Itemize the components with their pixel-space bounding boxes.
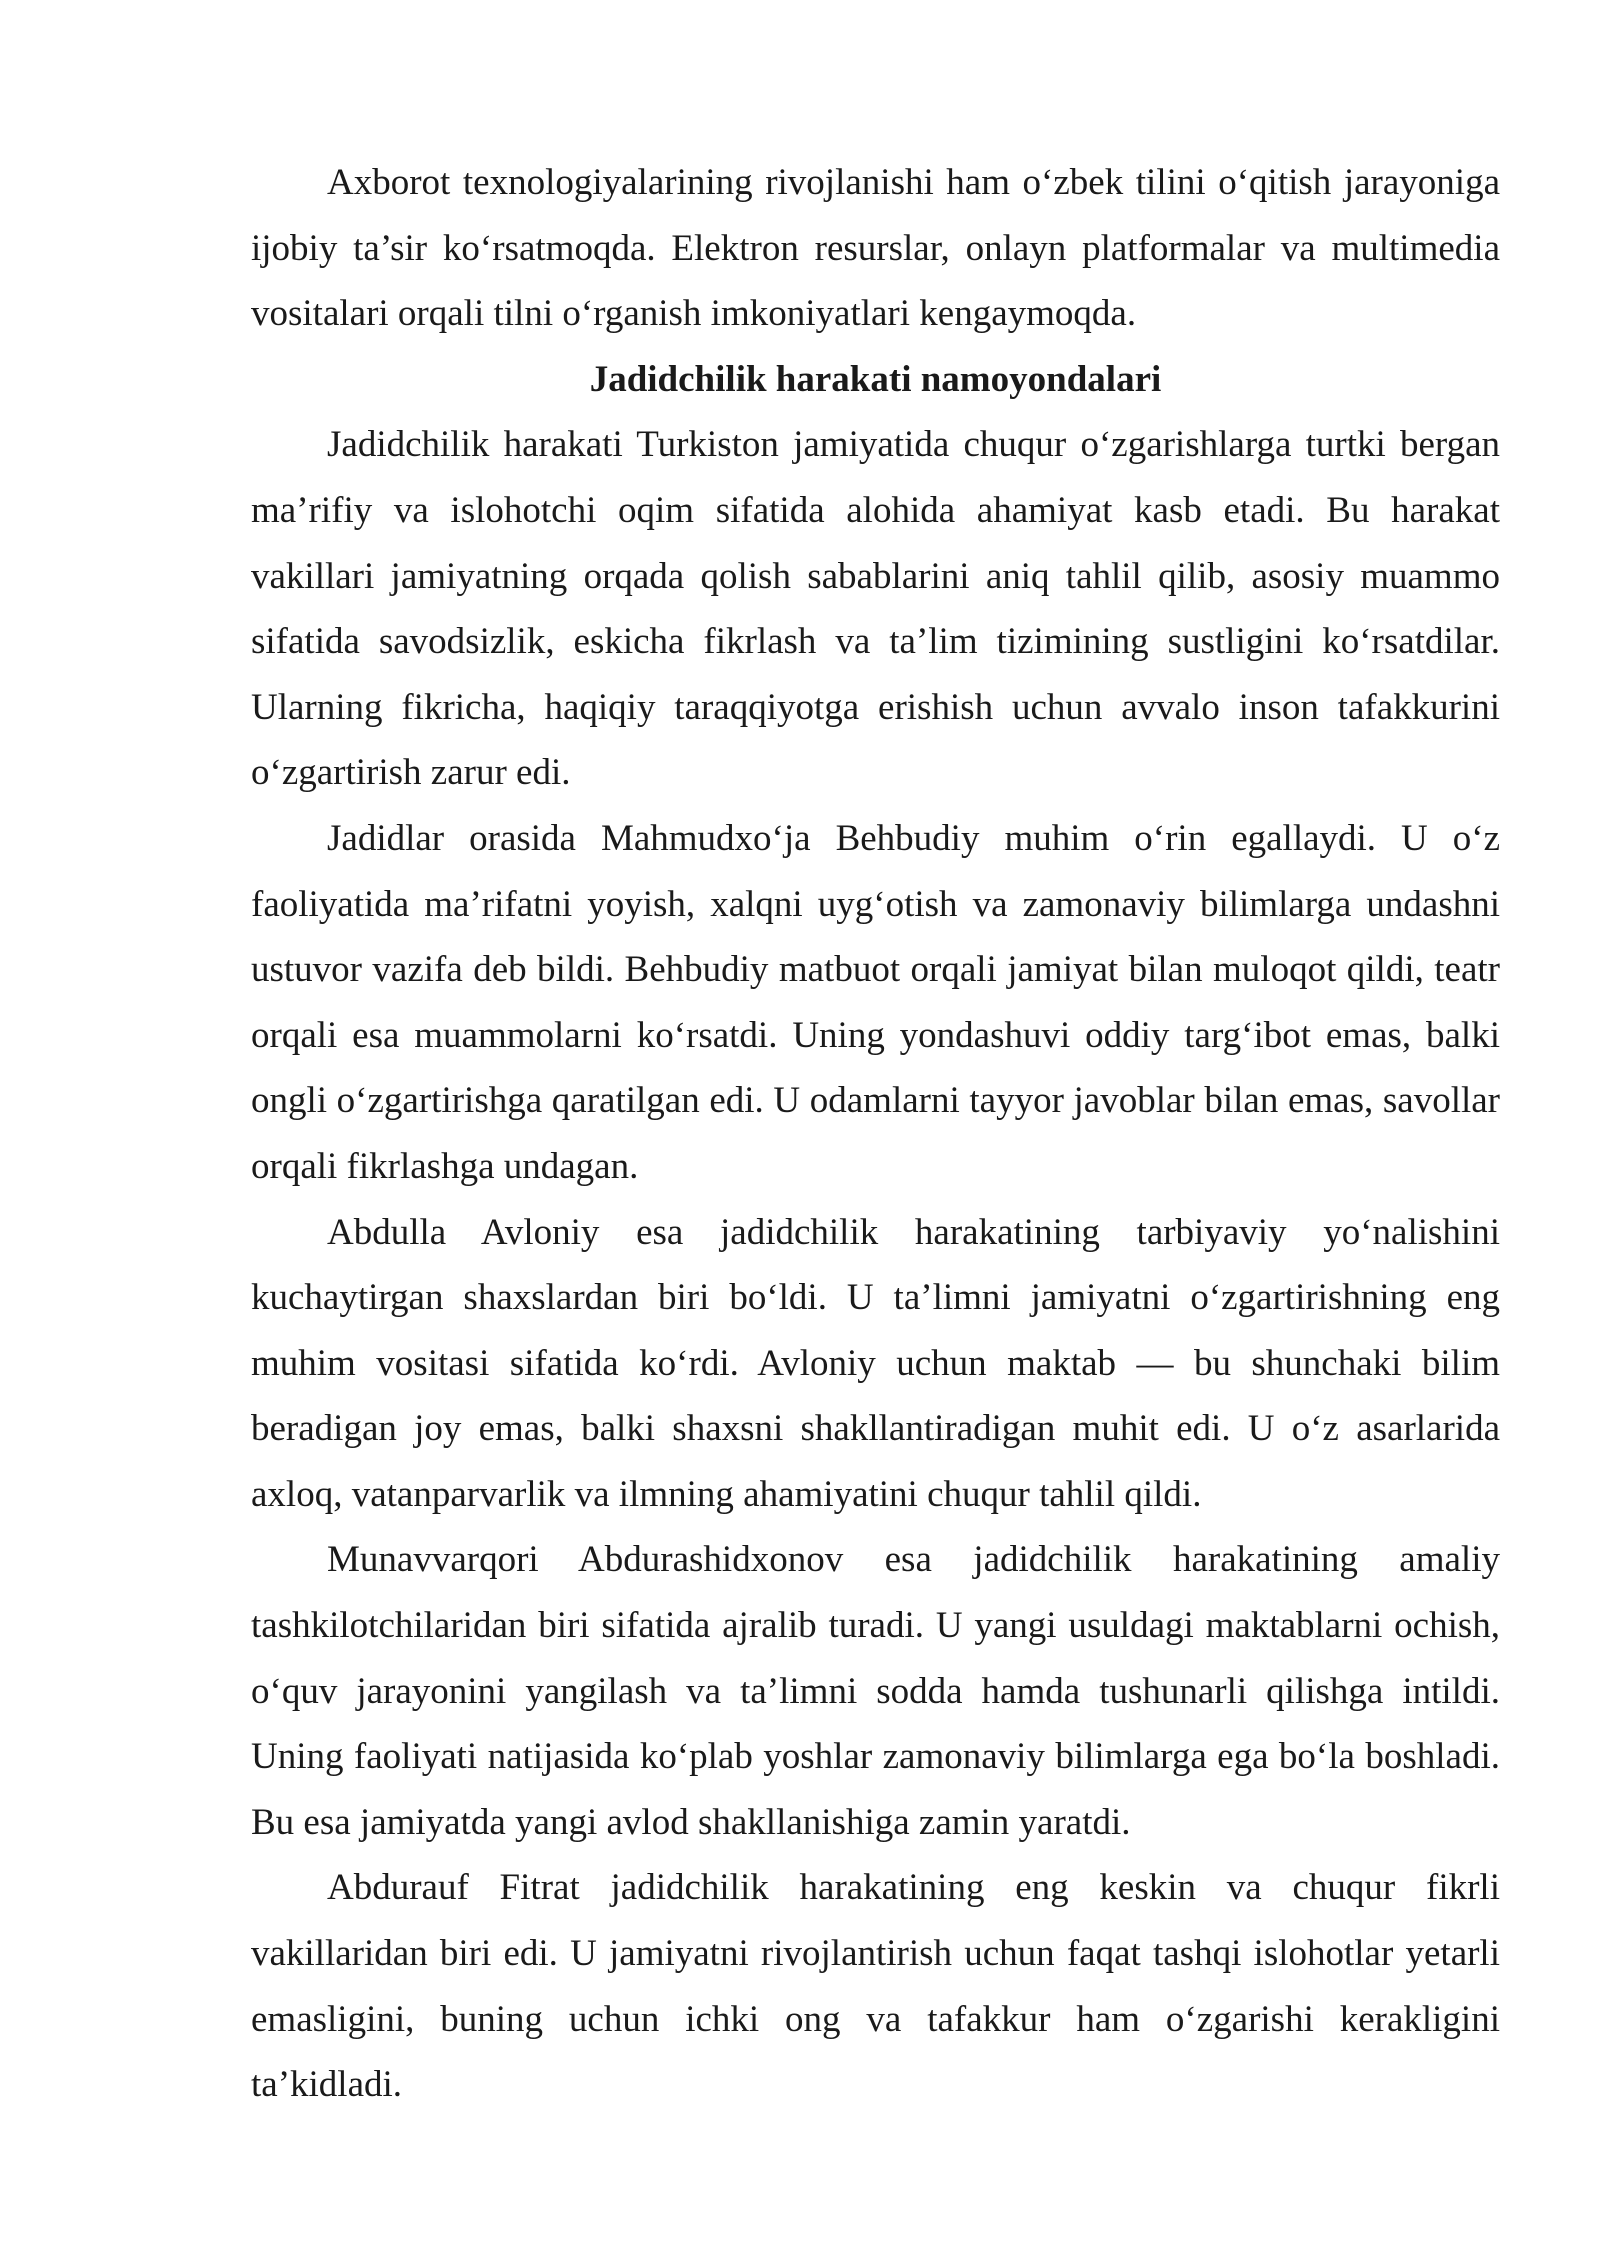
section-heading: Jadidchilik harakati namoyondalari bbox=[589, 358, 1162, 400]
paragraph-avloniy: Abdulla Avloniy esa jadidchilik harakatining tarbiyaviy yo‘nalishini kuchaytirgan shaxslardan biri bo‘ldi. U ta’limni jamiyatni o‘zgartirishning eng muhim vositasi sifatida ko‘rdi. Avloniy uchun maktab — bu shunchaki bilim beradigan joy emas, balki shaxsni shakllantiradigan muhit edi. U o‘z asarlarida axloq, vatanparvarlik va ilmning ahamiyatini chuqur tahlil qildi. bbox=[251, 1211, 1500, 1515]
paragraph-munavvarqori: Munavvarqori Abdurashidxonov esa jadidchilik harakatining amaliy tashkilotchilaridan biri sifatida ajralib turadi. U yangi usuldagi maktablarni ochish, o‘quv jarayonini yangilash va ta’limni sodda hamda tushunarli qilishga intildi. Uning faoliyati natijasida ko‘plab yoshlar zamonaviy bilimlarga ega bo‘la boshladi. Bu esa jamiyatda yangi avlod shakllanishiga zamin yaratdi. bbox=[251, 1539, 1500, 1843]
paragraph-fitrat: Abdurauf Fitrat jadidchilik harakatining eng keskin va chuqur fikrli vakillaridan biri edi. U jamiyatni rivojlantirish uchun faqat tashqi islohotlar yetarli emasligini, buning uchun ichki ong va tafakkur ham o‘zgarishi kerakligini ta’kidladi. bbox=[251, 1867, 1500, 2106]
intro-paragraph: Axborot texnologiyalarining rivojlanishi ham o‘zbek tilini o‘qitish jarayoniga ijobiy ta’sir ko‘rsatmoqda. Elektron resurslar, onlayn platformalar va multimedia vositalari orqali tilni o‘rganish imkoniyatlari kengaymoqda. bbox=[251, 162, 1500, 335]
paragraph-behbudiy: Jadidlar orasida Mahmudxo‘ja Behbudiy muhim o‘rin egallaydi. U o‘z faoliyatida ma’rifatni yoyish, xalqni uyg‘otish va zamonaviy bilimlarga undashni ustuvor vazifa deb bildi. Behbudiy matbuot orqali jamiyat bilan muloqot qildi, teatr orqali esa muammolarni ko‘rsatdi. Uning yondashuvi oddiy targ‘ibot emas, balki ongli o‘zgartirishga qaratilgan edi. U odamlarni tayyor javoblar bilan emas, savollar orqali fikrlashga undagan. bbox=[251, 817, 1500, 1187]
document-body bbox=[251, 150, 1500, 2118]
paragraph-jadidchilik-overview: Jadidchilik harakati Turkiston jamiyatida chuqur o‘zgarishlarga turtki bergan ma’rifiy va islohotchi oqim sifatida alohida ahamiyat kasb etadi. Bu harakat vakillari jamiyatning orqada qolish sabablarini aniq tahlil qilib, asosiy muammo sifatida savodsizlik, eskicha fikrlash va ta’lim tizimining sustligini ko‘rsatdilar. Ularning fikricha, haqiqiy taraqqiyotga erishish uchun avvalo inson tafakkurini o‘zgartirish zarur edi. bbox=[251, 424, 1500, 794]
